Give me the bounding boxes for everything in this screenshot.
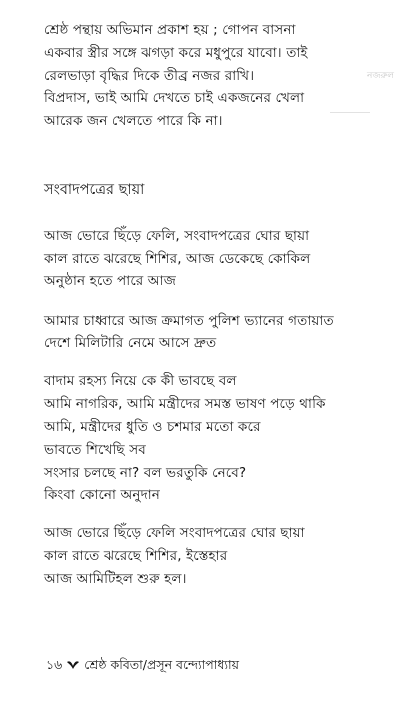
poem-line: শ্রেষ্ঠ পন্থায় অভিমান প্রকাশ হয় ; গোপন বাসনা [44, 22, 296, 38]
poem-line: আজ ভোরে ছিঁড়ে ফেলি সংবাদপত্রের ঘোর ছায়া [44, 525, 305, 541]
poem-line: রেলভাড়া বৃদ্ধির দিকে তীব্র নজর রাখি। [44, 68, 255, 84]
poem-line: বাদাম রহস্য নিয়ে কে কী ভাবছে বল [44, 373, 237, 389]
leaf-ornament-icon [66, 659, 80, 671]
poem-line: অনুষ্ঠান হতে পারে আজ [44, 273, 176, 289]
page-number: ১৬ [46, 657, 63, 672]
poem-line: কিংবা কোনো অনুদান [44, 487, 160, 503]
poem-line: আমি, মন্ত্রীদের ধুতি ও চশমার মতো করে [44, 419, 261, 435]
page-footer [46, 657, 239, 673]
poem-line: ভাবতে শিখেছি সব [44, 442, 146, 458]
show-through-rule [330, 112, 370, 113]
poem-line: কাল রাতে ঝরেছে শিশির, আজ ডেকেছে কোকিল [44, 251, 311, 267]
poem-line: আজ আমিটিহল শুরু হল। [44, 571, 187, 587]
book-title: শ্রেষ্ঠ কবিতা/প্রসূন বন্দ্যোপাধ্যায় [84, 657, 240, 672]
poem-title: সংবাদপত্রের ছায়া [44, 182, 145, 198]
show-through-text: নজরুল [366, 71, 394, 81]
poem-line: আমার চাধ্বারে আজ ক্রমাগত পুলিশ ভ্যানের গতায়াত [44, 313, 334, 329]
poem-line: বিপ্রদাস, ভাই আমি দেখতে চাই একজনের খেলা [44, 90, 305, 106]
poem-line: সংসার চলছে না? বল ভরতুকি নেবে? [44, 465, 247, 481]
poem-line: আজ ভোরে ছিঁড়ে ফেলি, সংবাদপত্রের ঘোর ছায়া [44, 228, 310, 244]
poem-line: একবার স্ত্রীর সঙ্গে ঝগড়া করে মধুপুরে যাবো। তাই [44, 45, 308, 61]
poem-line: কাল রাতে ঝরেছে শিশির, ইস্তেহার [44, 548, 228, 564]
poem-line: দেশে মিলিটারি নেমে আসে দ্রুত [44, 335, 217, 351]
poem-line: আরেক জন খেলতে পারে কি না। [44, 113, 223, 129]
poem-line: আমি নাগরিক, আমি মন্ত্রীদের সমস্ত ভাষণ পড়ে থাকি [44, 396, 326, 412]
